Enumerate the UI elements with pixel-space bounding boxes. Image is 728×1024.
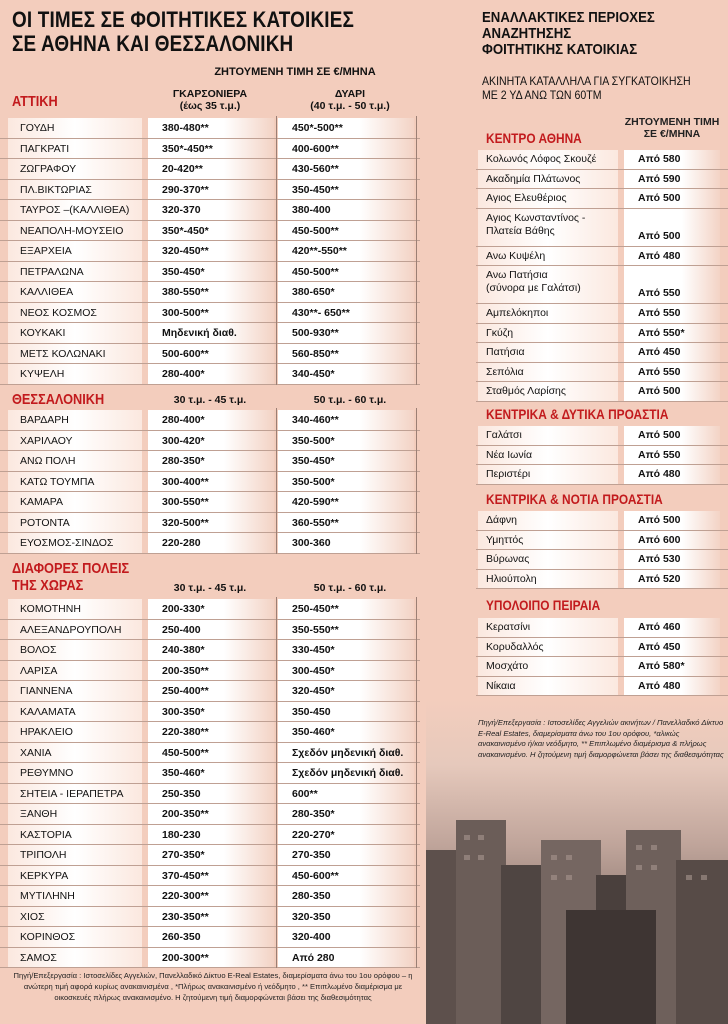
alt-region-title: ΥΠΟΛΟΙΠΟ ΠΕΙΡΑΙΑ [486,597,601,613]
studio-price-cell: 300-400** [148,472,274,492]
area-name-line: Πλατεία Βάθης [486,224,555,237]
table-row [476,170,728,190]
alt-areas-title [482,10,655,58]
area-name-cell: ΡΟΤΟΝΤΑ [8,513,142,533]
studio-price-cell: 250-350 [148,784,274,804]
region-title-line: ΘΕΣΣΑΛΟΝΙΚΗ [12,391,105,408]
area-name-cell [478,170,618,189]
table-row [476,465,728,485]
studio-price-cell: 300-350* [148,702,274,722]
studio-price-cell: 500-600** [148,344,274,364]
alt-region-title: ΚΕΝΤΡΙΚΑ & ΔΥΤΙΚΑ ΠΡΟΑΣΤΙΑ [486,406,669,422]
studio-price-cell: 200-300** [148,948,274,968]
price-table [0,118,420,385]
alt-price-column-header [620,116,724,140]
table-row [476,266,728,304]
alt-region-title: ΚΕΝΤΡΟ ΑΘΗΝΑ [486,130,582,146]
two-room-price-cell: Σχεδόν μηδενική διαθ. [278,763,414,783]
area-name-cell [478,189,618,208]
table-row [0,364,420,385]
studio-price-cell: 220-280 [148,533,274,553]
table-row [0,282,420,303]
studio-price-cell: 230-350** [148,907,274,927]
price-cell: Από 450 [624,638,720,657]
price-cell: Από 580 [624,150,720,169]
table-row [476,446,728,466]
column-header-two-room [290,394,410,406]
alt-title-line-2: ΑΝΑΖΗΤΗΣΗΣ [482,25,572,42]
studio-price-cell: 260-350 [148,927,274,947]
table-row [0,640,420,661]
table-row [0,763,420,784]
table-row [0,804,420,825]
studio-price-cell: 350-450* [148,262,274,282]
table-row [0,825,420,846]
area-name-line: Ανω Πατήσια [486,269,548,281]
table-row [0,241,420,262]
two-room-price-cell: 430-560** [278,159,414,179]
main-title-line-2: ΣΕ ΑΘΗΝΑ ΚΑΙ ΘΕΣΣΑΛΟΝΙΚΗ [12,31,294,56]
price-cell: Από 460 [624,618,720,637]
table-row [0,513,420,534]
alt-title-line-1: ΕΝΑΛΛΑΚΤΙΚΕΣ ΠΕΡΙΟΧΕΣ [482,9,655,26]
table-row [476,150,728,170]
area-name-cell: ΚΟΡΙΝΘΟΣ [8,927,142,947]
two-room-price-cell: 300-360 [278,533,414,553]
alt-col-head-line-2: ΣΕ €/ΜΗΝΑ [643,128,701,140]
area-name-cell: ΚΟΜΟΤΗΝΗ [8,599,142,619]
region-title [12,560,129,594]
two-room-price-cell: 380-650* [278,282,414,302]
area-name-line: Νέα Ιωνία [486,448,533,461]
area-name-line: (σύνορα με Γαλάτσι) [486,282,581,294]
two-room-price-cell: 420**-550** [278,241,414,261]
area-name-cell [478,343,618,362]
table-row [0,907,420,928]
price-table [0,410,420,554]
area-name-cell: ΝΕΑΠΟΛΗ-ΜΟΥΣΕΙΟ [8,221,142,241]
table-row [476,531,728,551]
studio-price-cell: 180-230 [148,825,274,845]
studio-price-cell: 350-460* [148,763,274,783]
table-row [0,472,420,493]
studio-price-cell: 320-370 [148,200,274,220]
table-row [476,618,728,638]
price-cell: Από 550 [624,446,720,465]
area-name-cell [478,426,618,445]
table-row [476,511,728,531]
two-room-price-cell: 360-550** [278,513,414,533]
two-room-price-cell: 600** [278,784,414,804]
column-header-line: (40 τ.μ. - 50 τ.μ.) [310,100,390,112]
area-name-cell: ΚΑΜΑΡΑ [8,492,142,512]
two-room-price-cell: 270-350 [278,845,414,865]
two-room-price-cell: 350-450** [278,180,414,200]
alt-price-table [476,618,728,696]
area-name-cell [478,304,618,323]
area-name-cell [478,511,618,530]
area-name-line: Ηλιούπολη [486,572,537,585]
area-name-cell: ΓΙΑΝΝΕΝΑ [8,681,142,701]
studio-price-cell: 300-420* [148,431,274,451]
table-row [0,323,420,344]
two-room-price-cell: 340-460** [278,410,414,430]
price-cell: Από 480 [624,465,720,484]
area-name-line: Νίκαια [486,679,516,692]
column-header-two-room [290,582,410,594]
table-row [0,702,420,723]
area-name-line: Περιστέρι [486,468,531,480]
area-name-line: Αμπελόκηποι [486,307,549,319]
alt-subtitle-line-1: ΑΚΙΝΗΤΑ ΚΑΤΑΛΛΗΛΑ ΓΙΑ ΣΥΓΚΑΤΟΙΚΗΣΗ [482,74,691,88]
area-name-cell: ΗΡΑΚΛΕΙΟ [8,722,142,742]
area-name-cell [478,446,618,465]
column-header-studio [150,88,270,112]
two-room-price-cell: 350-500* [278,431,414,451]
two-room-price-cell: 320-350 [278,907,414,927]
area-name-cell: ΕΞΑΡΧΕΙΑ [8,241,142,261]
table-row [0,159,420,180]
table-row [476,304,728,324]
source-note-left: Πηγή/Επεξεργασία : Ιστοσελίδες Αγγελιών, Πανελλαδικό Δίκτυο E-Real Estates, διαμερίσματα άνω του 1ου ορόφου – η ανώτερη τιμή αφορά κυρίως ανακαινισμένα , *Πλήρως ανακαινισμένο ή νεόδμητο , ** Επιπλωμένο διαμέρισμα με οικοσκευές πλήρως ανακαινισμένο. Η ζητούμενη τιμή διαμορφώνεται βάσει της διαθεσιμότητας [13,971,413,1002]
area-name-cell [478,570,618,589]
table-row [0,948,420,969]
table-row [0,599,420,620]
table-row [0,431,420,452]
two-room-price-cell: 320-400 [278,927,414,947]
table-row [0,620,420,641]
area-name-cell: ΚΑΛΛΙΘΕΑ [8,282,142,302]
table-row [0,681,420,702]
region-title [12,391,104,408]
column-divider [276,597,277,968]
area-name-cell: ΜΥΤΙΛΗΝΗ [8,886,142,906]
area-name-cell [478,247,618,266]
column-header-studio [150,394,270,406]
area-name-cell [478,618,618,637]
price-cell: Από 550 [624,304,720,323]
studio-price-cell: 240-380* [148,640,274,660]
table-row [0,661,420,682]
table-row [0,303,420,324]
main-title [12,8,354,56]
alt-price-table [476,511,728,589]
area-name-line: Κερατσίνι [486,621,531,633]
price-cell: Από 500 [624,209,720,246]
two-room-price-cell: 220-270* [278,825,414,845]
area-name-cell [478,677,618,696]
area-name-cell [478,324,618,343]
alt-col-head-line-1: ΖΗΤΟΥΜΕΝΗ ΤΙΜΗ [624,116,720,128]
two-room-price-cell: 400-600** [278,139,414,159]
area-name-cell: ΚΟΥΚΑΚΙ [8,323,142,343]
price-cell: Από 500 [624,382,720,401]
area-name-cell [478,531,618,550]
two-room-price-cell: 500-930** [278,323,414,343]
area-name-cell: ΤΑΥΡΟΣ –(ΚΑΛΛΙΘΕΑ) [8,200,142,220]
area-name-cell: ΒΟΛΟΣ [8,640,142,660]
table-row [0,344,420,365]
table-row [0,492,420,513]
studio-price-cell: 280-350* [148,451,274,471]
region-title [12,93,58,110]
price-cell: Από 590 [624,170,720,189]
price-cell: Από 530 [624,550,720,569]
area-name-line: Αγιος Ελευθέριος [486,192,567,204]
two-room-price-cell: Σχεδόν μηδενική διαθ. [278,743,414,763]
table-row [476,189,728,209]
column-divider [416,116,417,385]
column-header-line: 30 τ.μ. - 45 τ.μ. [173,582,247,594]
table-row [476,343,728,363]
column-divider [416,597,417,968]
area-name-line: Ακαδημία Πλάτωνος [486,172,581,185]
source-note-right: Πηγή/Επεξεργασία : Ιστοσελίδες Αγγελιών ακινήτων / Πανελλαδικό Δίκτυο E-Real Estates, διαμερίσματα άνω του 1ου ορόφου, *αλικώς ανακαινισμένο ή/και νεόδμητο, ** Επιπλωμένο διαμέρισμα & πλήρως ανακαινισμένο. Η ζητούμενη τιμή διαμορφώνεται βάσει της διαθεσιμότητας [478,718,724,759]
area-name-cell: ΒΑΡΔΑΡΗ [8,410,142,430]
price-cell: Από 600 [624,531,720,550]
two-room-price-cell: 350-550** [278,620,414,640]
area-name-line: Βύρωνας [486,553,530,565]
studio-price-cell: 300-500** [148,303,274,323]
area-name-line: Μοσχάτο [486,660,529,672]
area-name-cell: ΚΑΣΤΟΡΙΑ [8,825,142,845]
two-room-price-cell: 300-450* [278,661,414,681]
studio-price-cell: 280-400* [148,410,274,430]
alt-price-table [476,150,728,402]
column-header-line: ΔΥΑΡΙ [334,88,366,100]
two-room-price-cell: 350-460* [278,722,414,742]
table-row [0,139,420,160]
studio-price-cell: 290-370** [148,180,274,200]
area-name-line: Κορυδαλλός [486,640,544,653]
area-name-cell [478,382,618,401]
area-name-cell [478,209,618,246]
area-name-cell: ΕΥΟΣΜΟΣ-ΣΙΝΔΟΣ [8,533,142,553]
alt-areas-subtitle [482,74,691,102]
two-room-price-cell: 430**- 650** [278,303,414,323]
two-room-price-cell: Από 280 [278,948,414,968]
area-name-cell: ΛΑΡΙΣΑ [8,661,142,681]
price-cell: Από 580* [624,657,720,676]
area-name-line: Γαλάτσι [486,429,522,441]
two-room-price-cell: 340-450* [278,364,414,384]
studio-price-cell: 200-350** [148,661,274,681]
price-cell: Από 480 [624,247,720,266]
area-name-cell: ΞΑΝΘΗ [8,804,142,824]
studio-price-cell: 220-300** [148,886,274,906]
area-name-line: Πατήσια [486,346,525,358]
two-room-price-cell: 420-590** [278,492,414,512]
table-row [0,886,420,907]
price-cell: Από 500 [624,426,720,445]
price-cell: Από 550 [624,266,720,303]
area-name-cell [478,465,618,484]
price-cell: Από 550 [624,363,720,382]
area-name-line: Σταθμός Λαρίσης [486,385,566,397]
region-title-line: ΤΗΣ ΧΩΡΑΣ [12,577,84,594]
area-name-cell: ΝΕΟΣ ΚΟΣΜΟΣ [8,303,142,323]
two-room-price-cell: 450*-500** [278,118,414,138]
area-name-cell: ΑΛΕΞΑΝΔΡΟΥΠΟΛΗ [8,620,142,640]
table-row [0,200,420,221]
two-room-price-cell: 280-350 [278,886,414,906]
table-row [0,262,420,283]
price-cell: Από 480 [624,677,720,696]
table-row [476,570,728,590]
studio-price-cell: 350*-450* [148,221,274,241]
table-row [0,845,420,866]
table-row [0,722,420,743]
area-name-cell: ΚΥΨΕΛΗ [8,364,142,384]
area-name-line: Αγιος Κωνσταντίνος - [486,211,586,224]
area-name-cell: ΧΑΡΙΛΑΟΥ [8,431,142,451]
two-room-price-cell: 450-500** [278,262,414,282]
table-row [476,638,728,658]
studio-price-cell: 370-450** [148,866,274,886]
column-header-line: 50 τ.μ. - 60 τ.μ. [313,582,387,594]
area-name-cell: ΧΑΝΙΑ [8,743,142,763]
area-name-cell [478,657,618,676]
area-name-cell: ΡΕΘΥΜΝΟ [8,763,142,783]
table-row [476,426,728,446]
area-name-cell: ΓΟΥΔΗ [8,118,142,138]
studio-price-cell: 280-400* [148,364,274,384]
table-row [0,451,420,472]
table-row [476,247,728,267]
two-room-price-cell: 380-400 [278,200,414,220]
area-name-line: Υμηττός [486,533,524,546]
area-name-line: Γκύζη [486,326,514,339]
studio-price-cell: 250-400 [148,620,274,640]
column-header-line: ΓΚΑΡΣΟΝΙΕΡΑ [172,88,248,100]
area-name-cell: ΜΕΤΣ ΚΟΛΩΝΑΚΙ [8,344,142,364]
column-header-line: 30 τ.μ. - 45 τ.μ. [173,394,247,406]
table-row [476,382,728,402]
table-row [476,209,728,247]
column-divider [416,408,417,554]
area-name-cell: ΠΛ.ΒΙΚΤΩΡΙΑΣ [8,180,142,200]
two-room-price-cell: 280-350* [278,804,414,824]
studio-price-cell: 380-550** [148,282,274,302]
area-name-line: Σεπόλια [486,365,524,378]
studio-price-cell: 320-500** [148,513,274,533]
studio-price-cell: 250-400** [148,681,274,701]
studio-price-cell: 350*-450** [148,139,274,159]
area-name-cell: ΖΩΓΡΑΦΟΥ [8,159,142,179]
table-row [0,118,420,139]
area-name-cell: ΠΕΤΡΑΛΩΝΑ [8,262,142,282]
table-row [0,221,420,242]
two-room-price-cell: 560-850** [278,344,414,364]
area-name-cell: ΚΑΛΑΜΑΤΑ [8,702,142,722]
studio-price-cell: 380-480** [148,118,274,138]
studio-price-cell: 200-350** [148,804,274,824]
table-row [476,550,728,570]
two-room-price-cell: 330-450* [278,640,414,660]
table-row [0,784,420,805]
column-header-two-room [290,88,410,112]
column-divider [276,116,277,385]
price-cell: Από 500 [624,189,720,208]
area-name-cell: ΣΑΜΟΣ [8,948,142,968]
area-name-cell: ΠΑΓΚΡΑΤΙ [8,139,142,159]
price-cell: Από 550* [624,324,720,343]
studio-price-cell: 450-500** [148,743,274,763]
two-room-price-cell: 350-450 [278,702,414,722]
table-row [476,677,728,697]
alt-subtitle-line-2: ΜΕ 2 ΥΔ ΑΝΩ ΤΩΝ 60ΤΜ [482,88,602,102]
two-room-price-cell: 450-600** [278,866,414,886]
studio-price-cell: 220-380** [148,722,274,742]
area-name-cell: ΚΕΡΚΥΡΑ [8,866,142,886]
demand-price-header: ΖΗΤΟΥΜΕΝΗ ΤΙΜΗ ΣΕ €/ΜΗΝΑ [214,66,376,78]
column-header-line: (έως 35 τ.μ.) [179,100,241,112]
table-row [0,927,420,948]
price-cell: Από 500 [624,511,720,530]
table-row [476,657,728,677]
table-row [476,363,728,383]
area-name-cell [478,266,618,303]
studio-price-cell: 270-350* [148,845,274,865]
table-row [0,743,420,764]
two-room-price-cell: 350-500* [278,472,414,492]
two-room-price-cell: 320-450* [278,681,414,701]
area-name-cell: ΧΙΟΣ [8,907,142,927]
area-name-cell: ΚΑΤΩ ΤΟΥΜΠΑ [8,472,142,492]
area-name-cell: ΤΡΙΠΟΛΗ [8,845,142,865]
two-room-price-cell: 250-450** [278,599,414,619]
column-header-studio [150,582,270,594]
main-title-line-1: ΟΙ ΤΙΜΕΣ ΣΕ ΦΟΙΤΗΤΙΚΕΣ ΚΑΤΟΙΚΙΕΣ [12,7,355,32]
two-room-price-cell: 350-450* [278,451,414,471]
price-table [0,599,420,968]
alt-region-title: ΚΕΝΤΡΙΚΑ & ΝΟΤΙΑ ΠΡΟΑΣΤΙΑ [486,491,663,507]
area-name-cell: ΣΗΤΕΙΑ - ΙΕΡΑΠΕΤΡΑ [8,784,142,804]
alt-title-line-3: ΦΟΙΤΗΤΙΚΗΣ ΚΑΤΟΙΚΙΑΣ [482,41,638,58]
column-divider [276,408,277,554]
studio-price-cell: Μηδενική διαθ. [148,323,274,343]
table-row [0,180,420,201]
table-row [0,866,420,887]
area-name-cell [478,363,618,382]
table-row [0,533,420,554]
area-name-line: Δάφνη [486,514,517,526]
region-title-line: ΔΙΑΦΟΡΕΣ ΠΟΛΕΙΣ [12,560,130,577]
area-name-cell: ΑΝΩ ΠΟΛΗ [8,451,142,471]
studio-price-cell: 300-550** [148,492,274,512]
studio-price-cell: 320-450** [148,241,274,261]
area-name-cell [478,550,618,569]
table-row [0,410,420,431]
region-title-line: ΑΤΤΙΚΗ [12,93,58,110]
price-cell: Από 450 [624,343,720,362]
table-row [476,324,728,344]
price-cell: Από 520 [624,570,720,589]
studio-price-cell: 200-330* [148,599,274,619]
area-name-cell [478,638,618,657]
area-name-line: Κολωνός Λόφος Σκουζέ [486,153,597,165]
studio-price-cell: 20-420** [148,159,274,179]
area-name-line: Ανω Κυψέλη [486,249,546,262]
two-room-price-cell: 450-500** [278,221,414,241]
right-panel [420,0,728,1024]
alt-price-table [476,426,728,485]
area-name-cell [478,150,618,169]
column-header-line: 50 τ.μ. - 60 τ.μ. [313,394,387,406]
